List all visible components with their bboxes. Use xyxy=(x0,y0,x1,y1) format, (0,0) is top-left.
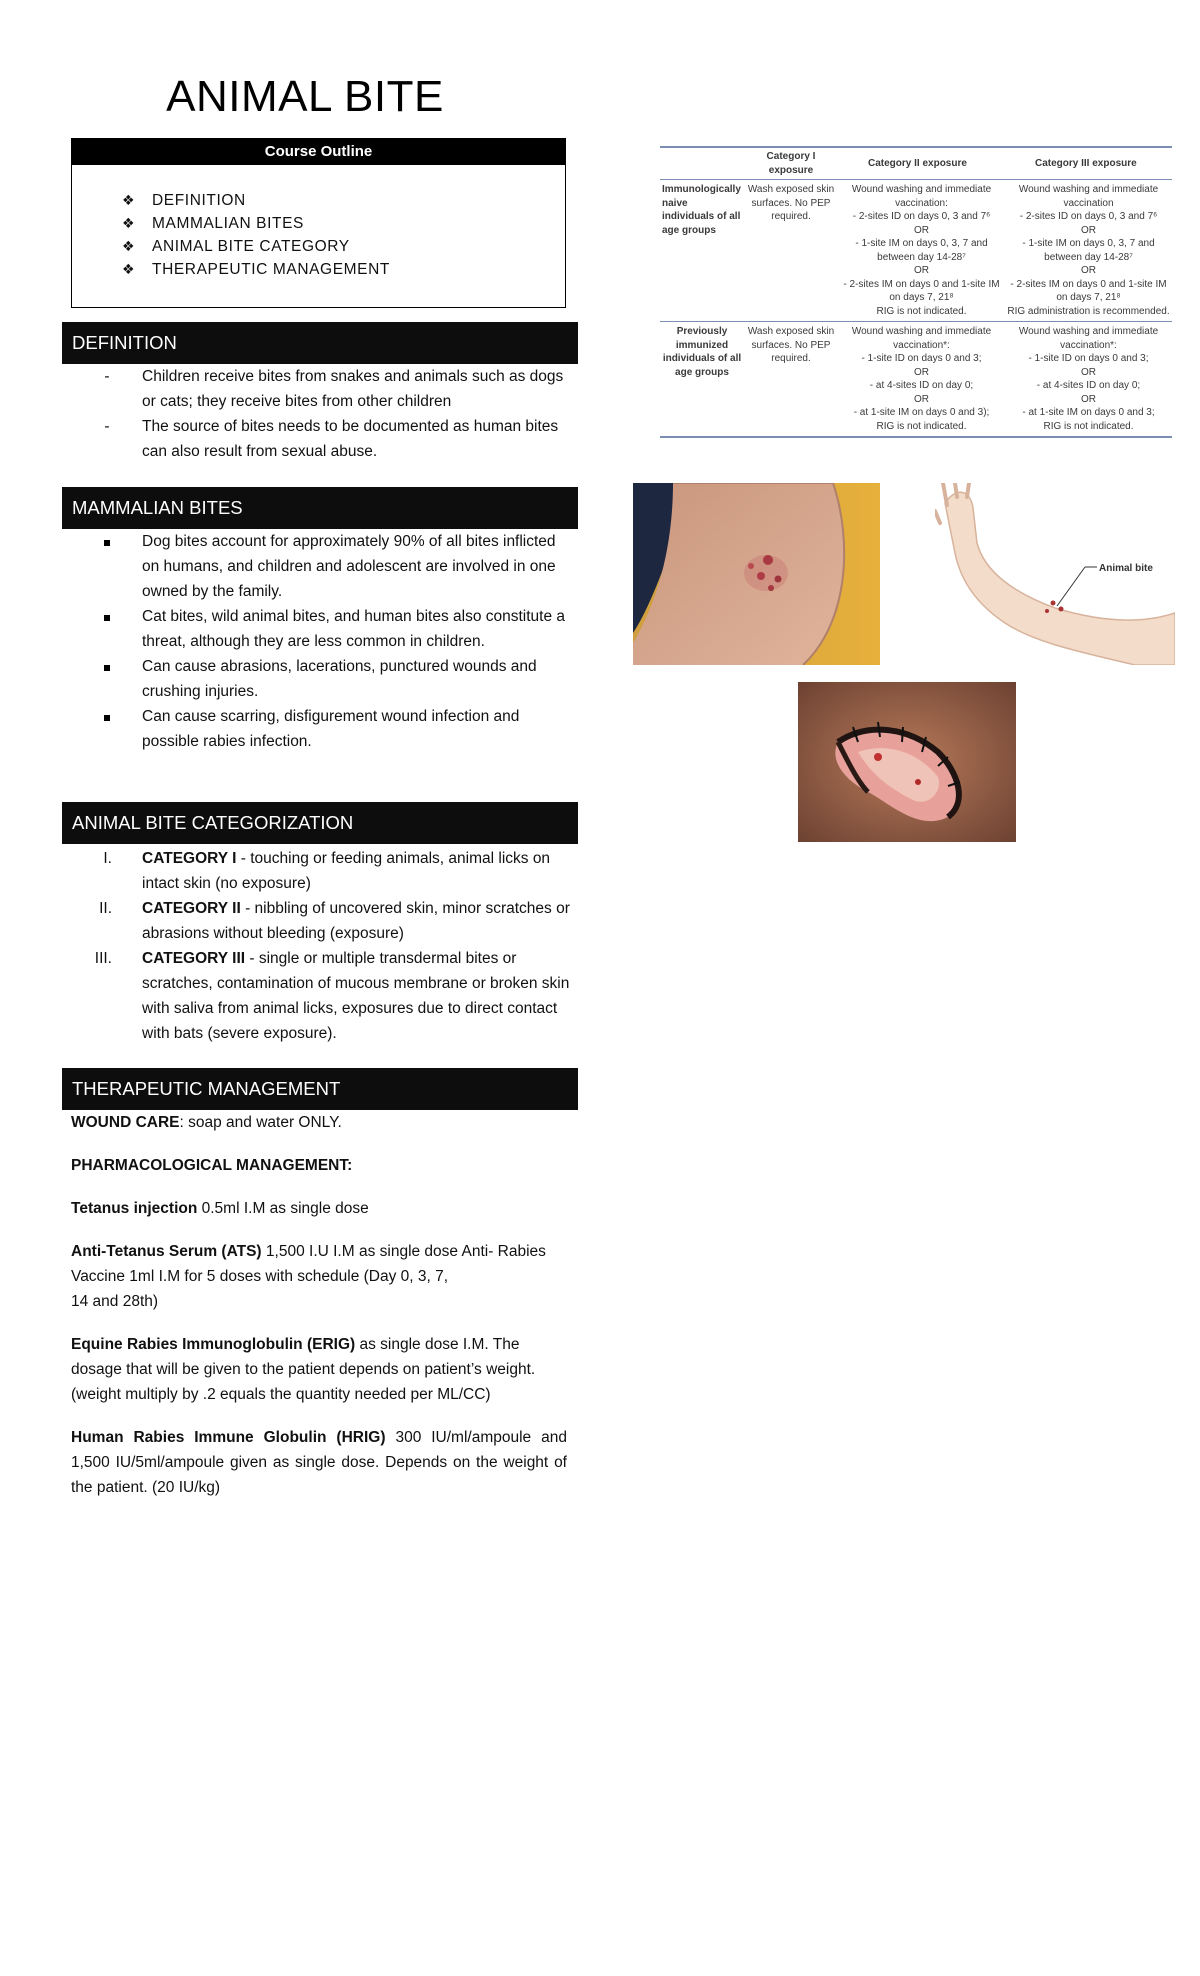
outline-item: ❖ DEFINITION xyxy=(122,189,565,212)
course-outline-box xyxy=(71,138,566,308)
therapeutic-heading: THERAPEUTIC MANAGEMENT xyxy=(62,1068,578,1110)
hrig-paragraph: Human Rabies Immune Globulin (HRIG) 300 IU/ml/ampoule and 1,500 IU/5ml/ampoule given as single dose. Depends on the weight of the patient. (20 IU/kg) xyxy=(71,1429,567,1496)
list-item: - The source of bites needs to be documented as human bites can also result from sexual abuse. xyxy=(104,418,559,460)
list-item: III. CATEGORY III - single or multiple transdermal bites or scratches, contamination of mucous membrane or broken skin with saliva from animal licks, exposures due to direct contact with bats (severe exposure). xyxy=(94,950,570,1042)
table-row: Previously immunized individuals of all age groups Wash exposed skin surfaces. No PEP required. Wound washing and immediate vaccination*: - 1-site ID on days 0 and 3; OR - at 4-sites ID on day 0; OR - at 1-site IM on days 0 and 3); RIG is not indicated. Wound washing and immediate vaccination*: - 1-site ID on days 0 and 3; OR - at 4-sites ID on day 0; OR - at 1-site IM on days 0 and 3; RIG is not indicated. xyxy=(660,322,1172,437)
diamond-bullet-icon: ❖ xyxy=(122,215,136,231)
definition-section xyxy=(72,364,572,464)
mammalian-section xyxy=(72,529,572,754)
therapeutic-section xyxy=(71,1110,567,1518)
list-item: - Children receive bites from snakes and animals such as dogs or cats; they receive bites from other children xyxy=(104,368,564,410)
diamond-bullet-icon: ❖ xyxy=(122,238,136,254)
tetanus-paragraph: Tetanus injection 0.5ml I.M as single dose xyxy=(71,1200,369,1217)
outline-item: ❖ MAMMALIAN BITES xyxy=(122,212,565,235)
list-item: Cat bites, wild animal bites, and human bites also constitute a threat, although they are less common in children. xyxy=(72,604,572,654)
list-item: Can cause scarring, disfigurement wound infection and possible rabies infection. xyxy=(72,704,572,754)
outline-item: ❖ THERAPEUTIC MANAGEMENT xyxy=(122,258,565,281)
categorization-section xyxy=(72,846,572,1046)
definition-heading: DEFINITION xyxy=(62,322,578,364)
diamond-bullet-icon: ❖ xyxy=(122,192,136,208)
animal-bite-label: Animal bite xyxy=(1099,563,1153,574)
list-item: Dog bites account for approximately 90% of all bites inflicted on humans, and children and adolescent are involved in one owned by the family. xyxy=(72,529,572,604)
erig-paragraph: Equine Rabies Immunoglobulin (ERIG) as single dose I.M. The dosage that will be given to the patient depends on patient’s weight. (weight multiply by .2 equals the quantity needed per ML/CC) xyxy=(71,1336,536,1403)
page-title: ANIMAL BITE xyxy=(166,72,444,121)
table-row: Immunologically naive individuals of all age groups Wash exposed skin surfaces. No PEP required. Wound washing and immediate vaccination: - 2-sites ID on days 0, 3 and 7⁶ OR - 1-site IM on days 0, 3, 7 and between day 14-28⁷ OR - 2-sites IM on days 0 and 1-site IM on days 7, 21⁸ RIG is not indicated. Wound washing and immediate vaccination - 2-sites ID on days 0, 3 and 7⁶ OR - 1-site IM on days 0, 3, 7 and between day 14-28⁷ OR - 2-sites IM on days 0 and 1-site IM on days 7, 21⁸ RIG administration is recommended. xyxy=(662,184,1170,317)
categorization-heading: ANIMAL BITE CATEGORIZATION xyxy=(62,802,578,844)
list-item: I. CATEGORY I - touching or feeding animals, animal licks on intact skin (no exposure) xyxy=(103,850,551,892)
course-outline-list xyxy=(72,165,565,281)
laceration-photo xyxy=(798,682,1016,842)
course-outline-heading: Course Outline xyxy=(72,139,565,165)
bite-wound-photo xyxy=(633,483,880,665)
table-header-row: Category I exposure Category II exposure Category III exposure xyxy=(660,148,1172,180)
list-item: II. CATEGORY II - nibbling of uncovered skin, minor scratches or abrasions without bleeding (exposure) xyxy=(99,900,570,942)
ats-paragraph: Anti-Tetanus Serum (ATS) 1,500 I.U I.M as single dose Anti- Rabies Vaccine 1ml I.M for 5 doses with schedule (Day 0, 3, 7, 14 and 28th) xyxy=(71,1243,546,1310)
outline-item: ❖ ANIMAL BITE CATEGORY xyxy=(122,235,565,258)
wound-care-paragraph: WOUND CARE: soap and water ONLY. xyxy=(71,1114,342,1131)
list-item: Can cause abrasions, lacerations, punctured wounds and crushing injuries. xyxy=(72,654,572,704)
diamond-bullet-icon: ❖ xyxy=(122,261,136,277)
mammalian-heading: MAMMALIAN BITES xyxy=(62,487,578,529)
pep-table xyxy=(660,146,1172,438)
pharm-heading: PHARMACOLOGICAL MANAGEMENT: xyxy=(71,1157,353,1174)
arm-diagram xyxy=(935,483,1175,665)
